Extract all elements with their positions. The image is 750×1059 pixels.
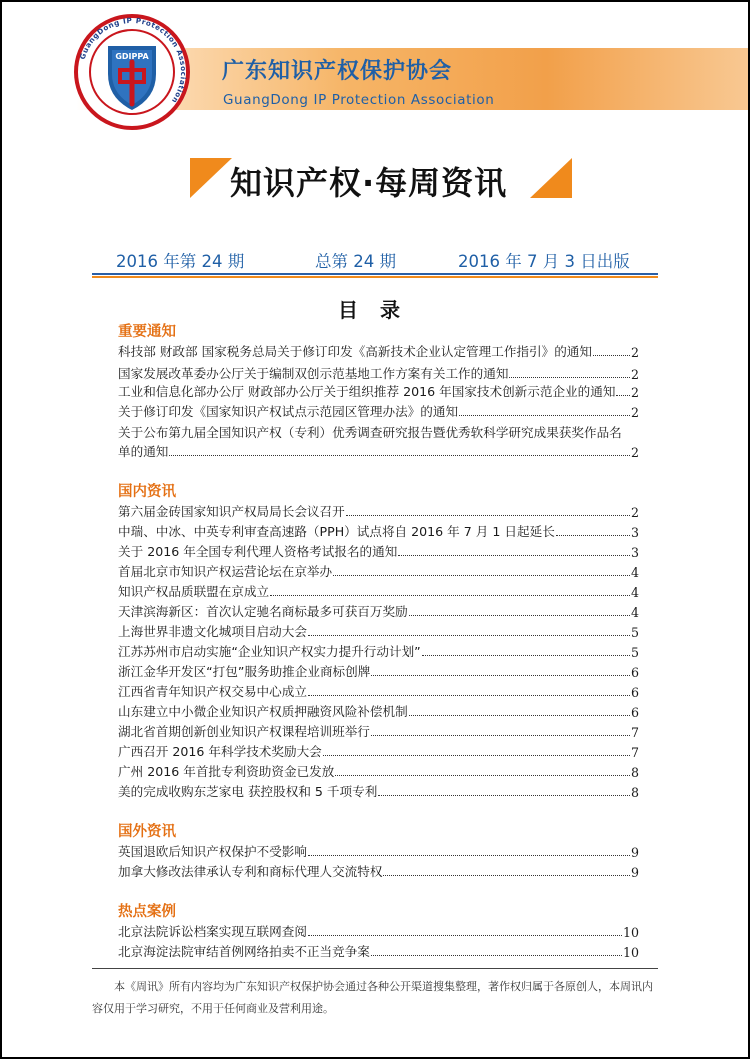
toc-entry[interactable]: 知识产权品质联盟在京成立 4: [118, 584, 639, 600]
left-triangle-icon: [188, 156, 234, 200]
logo-ring-text: GuangDong IP Protection Association: [77, 15, 189, 106]
toc-entry[interactable]: 北京海淀法院审结首例网络拍卖不正当竞争案 10: [118, 944, 639, 960]
org-name-cn: 广东知识产权保护协会: [222, 59, 453, 84]
toc-entry[interactable]: 科技部 财政部 国家税务总局关于修订印发《高新技术企业认定管理工作指引》的通知 2: [118, 344, 639, 360]
newsletter-title-block: [188, 152, 578, 208]
toc-entry[interactable]: 加拿大修改法律承认专利和商标代理人交流特权 9: [118, 864, 639, 880]
section-heading-foreign: 国外资讯: [118, 824, 176, 840]
toc-entry[interactable]: 江苏苏州市启动实施“企业知识产权实力提升行动计划” 5: [118, 644, 639, 660]
toc-entry[interactable]: 工业和信息化部办公厅 财政部办公厅关于组织推荐 2016 年国家技术创新示范企业的通知 2: [118, 384, 639, 400]
toc-entry[interactable]: 广州 2016 年首批专利资助资金已发放 8: [118, 764, 639, 780]
toc-entry[interactable]: 国家发展改革委办公厅关于编制双创示范基地工作方案有关工作的通知 2: [118, 366, 639, 382]
toc-entry[interactable]: 山东建立中小微企业知识产权质押融资风险补偿机制 6: [118, 704, 639, 720]
section-heading-cases: 热点案例: [118, 904, 176, 920]
toc-entry[interactable]: 中瑞、中冰、中英专利审查高速路（PPH）试点将自 2016 年 7 月 1 日起延长 3: [118, 524, 639, 540]
toc-entry-line1[interactable]: 关于公布第九届全国知识产权（专利）优秀调查研究报告暨优秀软科学研究成果获奖作品名: [118, 425, 622, 440]
toc-title: 目录: [338, 298, 422, 322]
footer-divider: [92, 968, 658, 969]
association-logo-icon: [72, 12, 192, 132]
toc-entry[interactable]: 北京法院诉讼档案实现互联网查阅 10: [118, 924, 639, 940]
org-name-en: GuangDong IP Protection Association: [223, 92, 495, 108]
issue-year-number: 2016 年第 24 期: [116, 252, 245, 271]
toc-entry[interactable]: 单的通知 2: [118, 444, 639, 460]
section-heading-important: 重要通知: [118, 324, 176, 340]
toc-entry[interactable]: 湖北省首期创新创业知识产权课程培训班举行 7: [118, 724, 639, 740]
toc-entry[interactable]: 首届北京市知识产权运营论坛在京举办 4: [118, 564, 639, 580]
toc-entry[interactable]: 天津滨海新区：首次认定驰名商标最多可获百万奖励 4: [118, 604, 639, 620]
toc-entry[interactable]: 上海世界非遗文化城项目启动大会 5: [118, 624, 639, 640]
toc-entry[interactable]: 美的完成收购东芝家电 获控股权和 5 千项专利 8: [118, 784, 639, 800]
toc-entry[interactable]: 江西省青年知识产权交易中心成立 6: [118, 684, 639, 700]
divider-orange: [92, 276, 658, 278]
divider-blue: [92, 273, 658, 275]
toc-entry[interactable]: 关于 2016 年全国专利代理人资格考试报名的通知 3: [118, 544, 639, 560]
issue-publish-date: 2016 年 7 月 3 日出版: [458, 252, 630, 271]
issue-total-number: 总第 24 期: [315, 252, 396, 271]
toc-entry[interactable]: 广西召开 2016 年科学技术奖励大会 7: [118, 744, 639, 760]
toc-entry[interactable]: 浙江金华开发区“打包”服务助推企业商标创牌 6: [118, 664, 639, 680]
right-triangle-icon: [528, 156, 574, 200]
issue-info: [92, 248, 657, 272]
toc-entry[interactable]: 关于修订印发《国家知识产权试点示范园区管理办法》的通知 2: [118, 404, 639, 420]
footer-disclaimer: 本《周讯》所有内容均为广东知识产权保护协会通过各种公开渠道搜集整理，著作权归属于各原创人，本周讯内容仅用于学习研究，不用于任何商业及营利用途。: [92, 980, 653, 1015]
logo-text: GDIPPA: [115, 52, 149, 61]
section-heading-domestic: 国内资讯: [118, 484, 176, 500]
toc-entry[interactable]: 第六届金砖国家知识产权局局长会议召开 2: [118, 504, 639, 520]
newsletter-title: 知识产权·每周资讯: [230, 164, 508, 202]
toc-entry[interactable]: 英国退欧后知识产权保护不受影响 9: [118, 844, 639, 860]
